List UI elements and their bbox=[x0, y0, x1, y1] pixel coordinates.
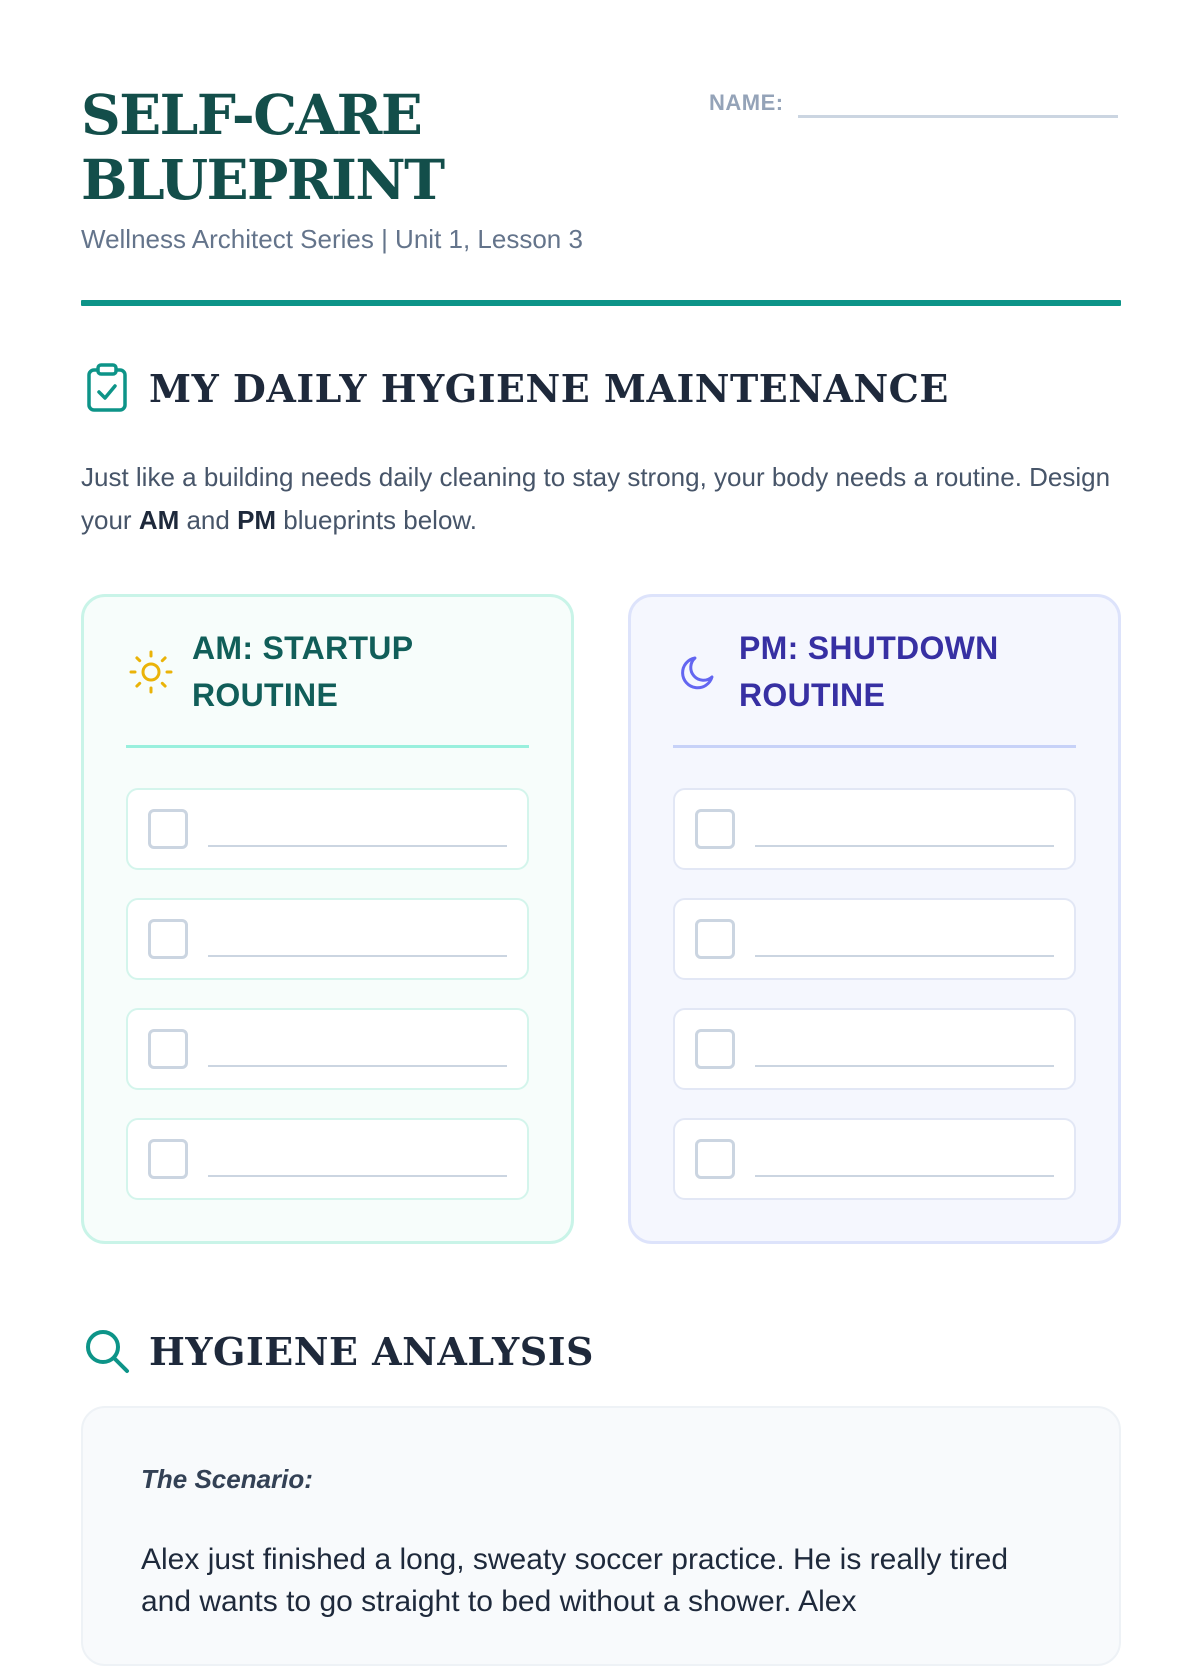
pm-task-write-line[interactable] bbox=[755, 955, 1054, 957]
title-line-2: BLUEPRINT bbox=[81, 147, 444, 212]
moon-icon bbox=[673, 647, 723, 697]
header-divider bbox=[81, 300, 1121, 306]
am-card-header bbox=[126, 597, 529, 747]
am-title-line-1: AM: STARTUP bbox=[192, 630, 414, 666]
pm-task-checkbox[interactable] bbox=[695, 1139, 735, 1179]
scenario-text: Alex just finished a long, sweaty soccer practice. He is really tired and wants to go straight to bed without a shower. Alex bbox=[141, 1543, 1009, 1618]
name-input-line[interactable] bbox=[798, 115, 1118, 118]
pm-task-row bbox=[673, 1118, 1076, 1200]
am-task-checkbox[interactable] bbox=[148, 1139, 188, 1179]
sun-icon bbox=[126, 647, 176, 697]
am-routine-card bbox=[81, 594, 574, 1244]
am-task-row bbox=[126, 1118, 529, 1200]
am-task-row bbox=[126, 1008, 529, 1090]
am-task-row bbox=[126, 898, 529, 980]
pm-title-line-2: ROUTINE bbox=[739, 677, 886, 713]
am-card-title bbox=[192, 625, 413, 719]
section-analysis-heading bbox=[81, 1325, 594, 1377]
scenario-label: The Scenario: bbox=[141, 1464, 313, 1494]
pm-card-divider bbox=[673, 745, 1076, 748]
intro-text-3: blueprints below. bbox=[276, 505, 477, 535]
pm-task-write-line[interactable] bbox=[755, 1065, 1054, 1067]
pm-task-row bbox=[673, 1008, 1076, 1090]
clipboard-check-icon bbox=[81, 362, 133, 414]
pm-task-checkbox[interactable] bbox=[695, 809, 735, 849]
am-title-line-2: ROUTINE bbox=[192, 677, 339, 713]
pm-task-write-line[interactable] bbox=[755, 845, 1054, 847]
am-task-checkbox[interactable] bbox=[148, 1029, 188, 1069]
intro-text-2: and bbox=[179, 505, 238, 535]
am-task-write-line[interactable] bbox=[208, 1065, 507, 1067]
am-task-write-line[interactable] bbox=[208, 845, 507, 847]
name-field bbox=[709, 90, 1118, 116]
pm-title-line-1: PM: SHUTDOWN bbox=[739, 630, 999, 666]
am-task-checkbox[interactable] bbox=[148, 919, 188, 959]
intro-am: AM bbox=[138, 505, 180, 535]
section-hygiene-title: MY DAILY HYGIENE MAINTENANCE bbox=[149, 365, 949, 411]
worksheet-subtitle: Wellness Architect Series | Unit 1, Lesson 3 bbox=[81, 224, 583, 254]
title-line-1: SELF-CARE bbox=[81, 82, 422, 147]
am-task-checkbox[interactable] bbox=[148, 809, 188, 849]
am-task-row bbox=[126, 788, 529, 870]
am-task-write-line[interactable] bbox=[208, 1175, 507, 1177]
section-hygiene-intro bbox=[81, 456, 1141, 542]
pm-task-row bbox=[673, 898, 1076, 980]
worksheet-header bbox=[81, 82, 1121, 306]
pm-task-checkbox[interactable] bbox=[695, 1029, 735, 1069]
worksheet-title bbox=[81, 82, 601, 212]
pm-card-header bbox=[673, 597, 1076, 747]
pm-routine-card bbox=[628, 594, 1121, 1244]
am-card-divider bbox=[126, 745, 529, 748]
pm-card-title bbox=[739, 625, 999, 719]
pm-task-row bbox=[673, 788, 1076, 870]
section-analysis-title: HYGIENE ANALYSIS bbox=[149, 1328, 594, 1374]
section-hygiene-heading bbox=[81, 362, 949, 414]
magnifier-icon bbox=[81, 1325, 133, 1377]
am-task-write-line[interactable] bbox=[208, 955, 507, 957]
name-label: NAME: bbox=[709, 90, 784, 115]
intro-pm: PM bbox=[237, 505, 277, 535]
intro-text-1: Just like a building needs daily cleaning to stay strong, your body needs a routine. Design your bbox=[81, 462, 1111, 535]
scenario-box bbox=[81, 1406, 1121, 1666]
pm-task-checkbox[interactable] bbox=[695, 919, 735, 959]
pm-task-write-line[interactable] bbox=[755, 1175, 1054, 1177]
